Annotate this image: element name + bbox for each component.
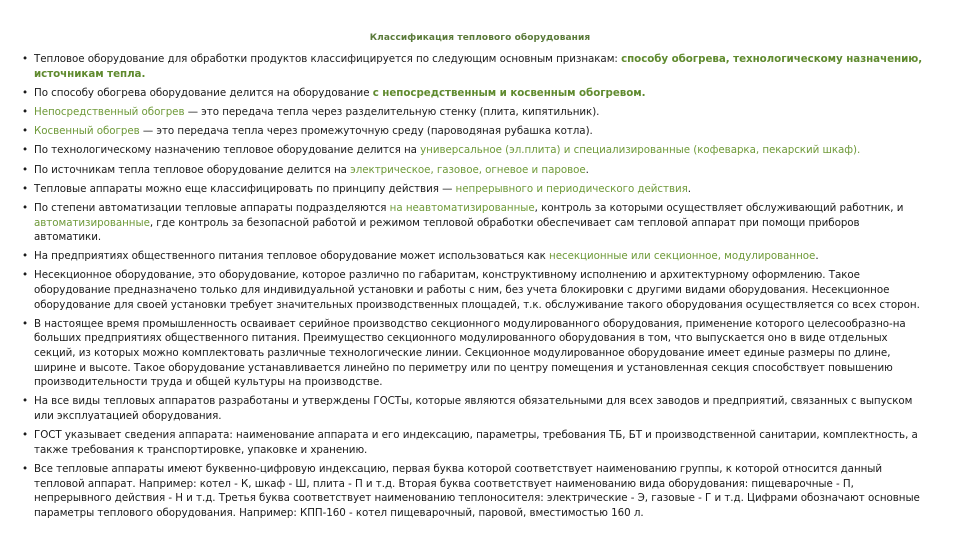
bullet-text: .: [815, 250, 819, 263]
bullet-text: По степени автоматизации тепловые аппараты подразделяются: [34, 201, 390, 214]
bullet-item: [22, 182, 927, 197]
bullet-text: По способу обогрева оборудование делится на оборудование: [34, 86, 373, 99]
bullet-item: [22, 394, 927, 423]
highlighted-text: на неавтоматизированные: [389, 201, 535, 214]
bullet-text: , контроль за которыми осуществляет обслуживающий работник, и: [534, 201, 904, 214]
highlighted-text: несекционные или секционное, модулированное: [549, 250, 816, 263]
bullet-text: ГОСТ указывает сведения аппарата: наименование аппарата и его индексацию, параметры, требования ТБ, БТ и производственной санитарии, комплектность, а также требования к транспортировке, упаковке и хранению.: [34, 429, 918, 456]
bullet-text: Все тепловые аппараты имеют буквенно-цифровую индексацию, первая буква которой соответствует наименованию группы, к которой относится данный тепловой аппарат. Например: котел - К, шкаф - Ш, плита - П и т.д. Вторая буква соответствует наименованию вида оборудования: пищеварочные - П, непрерывного действия - Н и т.д. Третья буква соответствует наименованию теплоносителя: электрические - Э, газовые - Г и т.д. Цифрами обозначают основные параметры теплового оборудования. Например: КПП-160 - котел пищеварочный, паровой, вместимостью 160 л.: [34, 462, 920, 519]
bullet-item: [22, 143, 927, 158]
bullet-item: [22, 105, 927, 120]
highlighted-text: универсальное (эл.плита) и специализированные (кофеварка, пекарский шкаф).: [420, 144, 861, 157]
bullet-text: Тепловое оборудование для обработки продуктов классифицируется по следующим основным признакам:: [34, 53, 622, 65]
bullet-text: .: [687, 182, 692, 195]
bullet-text: На все виды тепловых аппаратов разработаны и утверждены ГОСТы, которые являются обязательными для всех заводов и предприятий, связанных с выпуском или эксплуатацией оборудования.: [34, 395, 913, 422]
bullet-text: Несекционное оборудование, это оборудование, которое различно по габаритам, конструктивному исполнению и архитектурному оформлению. Такое оборудование предназначено только для индивидуальной установки и работы с ним, без учета блокировки с другими видами оборудования. Несекционное оборудование для своей установки требует значительных производственных площадей, т.к. обслуживание такого оборудования осуществляется со всех сторон.: [34, 269, 920, 311]
highlighted-text: способу обогрева, технологическому назначению, источникам тепла.: [34, 53, 923, 80]
bullet-text: , где контроль за безопасной работой и режимом тепловой обработки обеспечивает сам тепловой аппарат при помощи приборов автоматики.: [34, 216, 860, 244]
bullet-text: Тепловые аппараты можно еще классифицировать по принципу действия —: [34, 182, 456, 195]
bullet-text: .: [585, 163, 589, 176]
bullet-item: [22, 462, 927, 520]
highlighted-text: с непосредственным и косвенным обогревом.: [372, 86, 646, 99]
bullet-item: [22, 201, 927, 245]
slide-title: Классификация теплового оборудования: [369, 33, 591, 43]
bullet-item: [22, 52, 927, 81]
bullet-text: По источникам тепла тепловое оборудование делится на: [34, 163, 351, 176]
bullet-text: На предприятиях общественного питания тепловое оборудование может использоваться как: [34, 250, 550, 263]
bullet-item: [22, 268, 927, 312]
bullet-list: [22, 52, 927, 525]
bullet-text: В настоящее время промышленность осваивает серийное производство секционного модулированного оборудования, применение которого целесообразно-на больших предприятиях общественного питания. Преимущество секционного модулированного оборудования в том, что выпускается оно в виде отдельных секций, из которых можно комплектовать различные технологические линии. Секционное модулированное оборудование имеет единые размеры по длине, ширине и высоте. Такое оборудование устанавливается линейно по периметру или по центру помещения и установленная секция способствует повышению производительности труда и общей культуры на производстве.: [34, 317, 906, 389]
bullet-item: [22, 428, 927, 457]
highlighted-text: непрерывного и периодического действия: [455, 182, 688, 195]
bullet-item: [22, 249, 927, 264]
bullet-item: [22, 163, 927, 178]
bullet-item: [22, 124, 927, 139]
highlighted-text: электрическое, газовое, огневое и паровое: [350, 163, 586, 176]
bullet-text: — это передача тепла через промежуточную среду (пароводяная рубашка котла).: [139, 125, 593, 138]
highlighted-text: Косвенный обогрев: [34, 125, 140, 138]
highlighted-text: автоматизированные: [34, 216, 150, 229]
bullet-item: [22, 86, 927, 101]
bullet-item: [22, 317, 927, 390]
highlighted-text: Непосредственный обогрев: [34, 105, 185, 118]
bullet-text: — это передача тепла через разделительную стенку (плита, кипятильник).: [184, 105, 600, 118]
bullet-text: По технологическому назначению тепловое оборудование делится на: [34, 144, 421, 157]
